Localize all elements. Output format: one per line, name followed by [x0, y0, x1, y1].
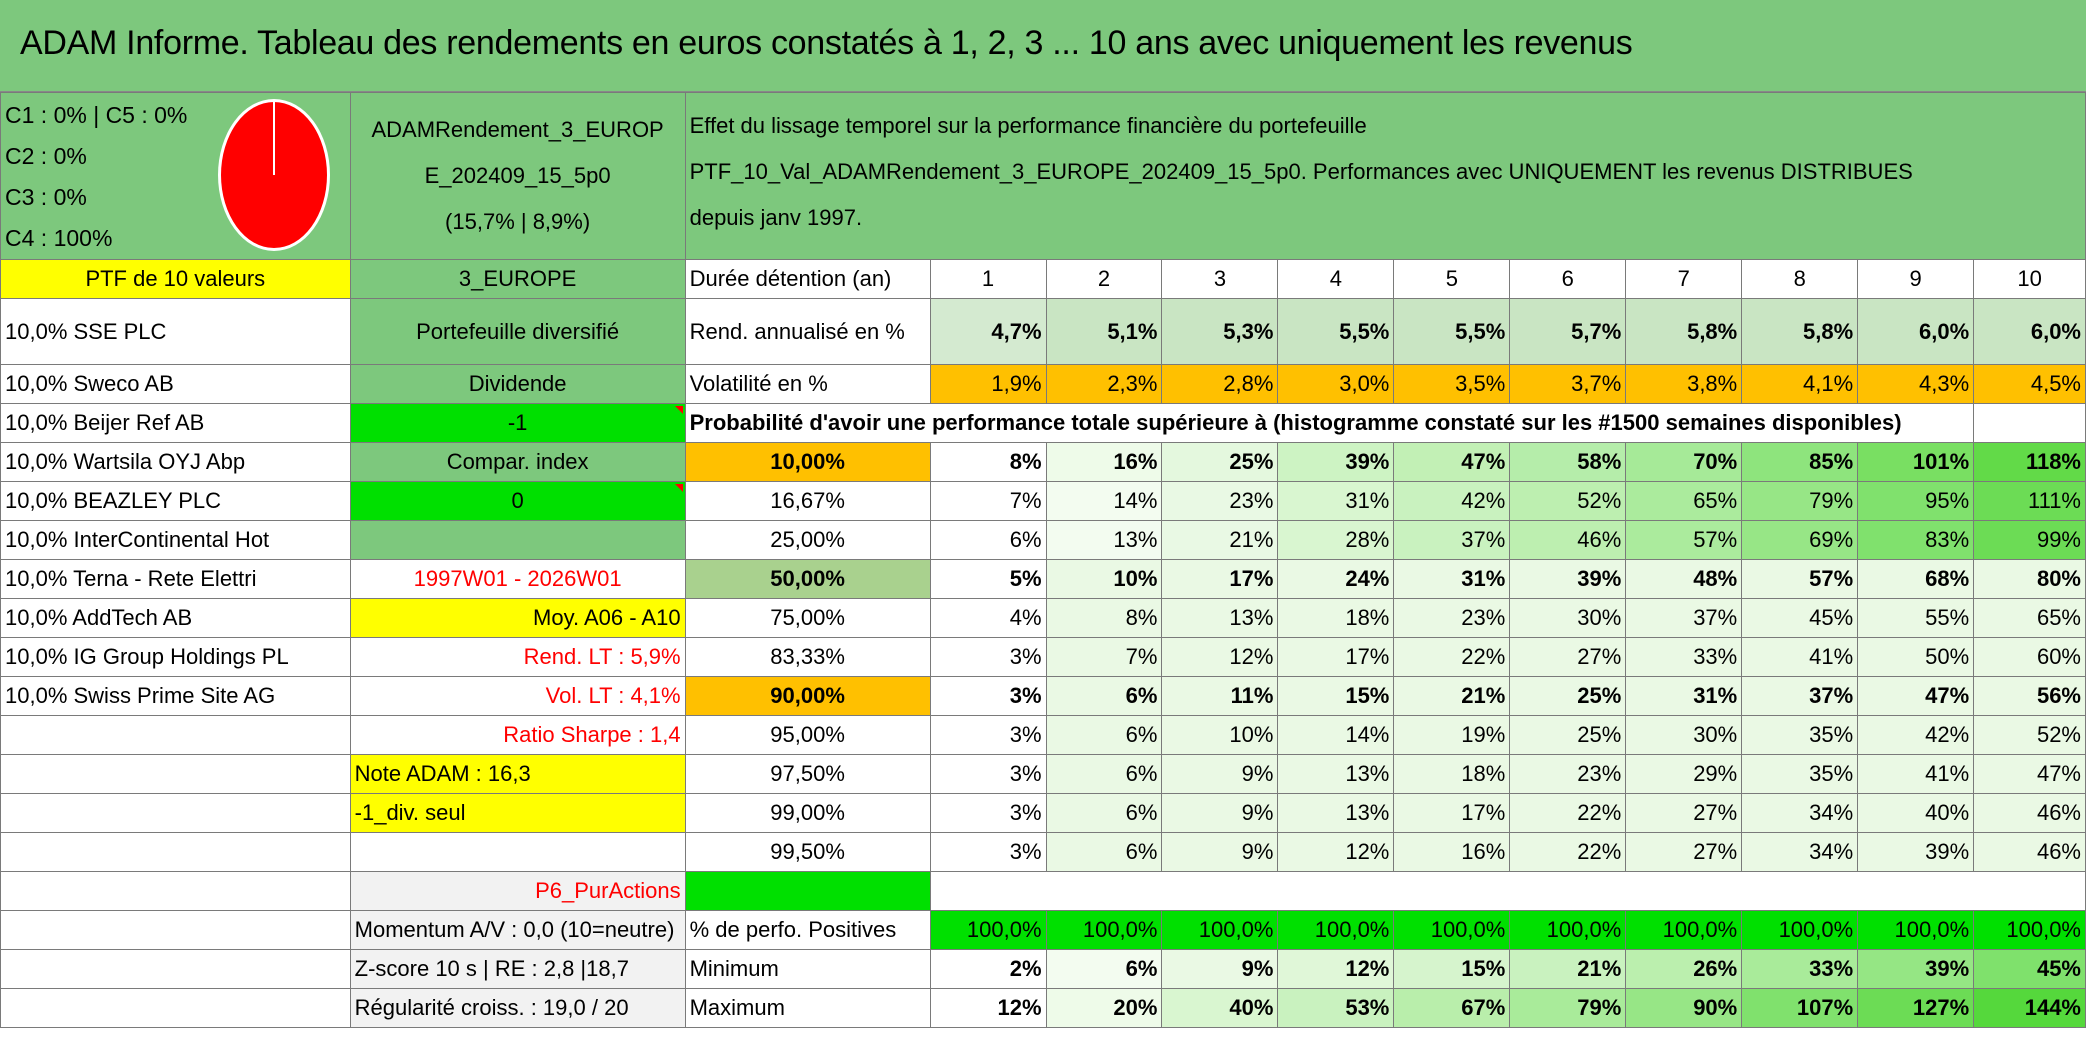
- proba-value-y7: 57%: [1626, 521, 1742, 560]
- moy-cell: Moy. A06 - A10: [350, 599, 685, 638]
- period-cell: 1997W01 - 2026W01: [350, 560, 685, 599]
- maximum-value-y7: 90%: [1626, 989, 1742, 1028]
- positives-label: % de perfo. Positives: [685, 911, 930, 950]
- proba-value-y7: 30%: [1626, 716, 1742, 755]
- probability-level: 16,67%: [685, 482, 930, 521]
- holding-row: 10,0% Beijer Ref AB: [1, 404, 351, 443]
- vol-value-y8: 4,1%: [1742, 365, 1858, 404]
- positives-value-y3: 100,0%: [1162, 911, 1278, 950]
- maximum-label: Maximum: [685, 989, 930, 1028]
- maximum-value-y4: 53%: [1278, 989, 1394, 1028]
- minimum-value-y1: 2%: [930, 950, 1046, 989]
- proba-value-y4: 12%: [1278, 833, 1394, 872]
- portfolio-name-line1: ADAMRendement_3_EUROP: [371, 117, 664, 142]
- proba-value-y2: 10%: [1046, 560, 1162, 599]
- vol-value-y1: 1,9%: [930, 365, 1046, 404]
- zscore-cell: Z-score 10 s | RE : 2,8 |18,7: [350, 950, 685, 989]
- regularite-cell: Régularité croiss. : 19,0 / 20: [350, 989, 685, 1028]
- proba-title: Probabilité d'avoir une performance totale supérieure à (histogramme constaté sur les #1500 semaines disponibles): [685, 404, 1974, 443]
- minimum-value-y4: 12%: [1278, 950, 1394, 989]
- positives-value-y2: 100,0%: [1046, 911, 1162, 950]
- effet-portfolio-line: PTF_10_Val_ADAMRendement_3_EUROPE_202409_15_5p0. Performances avec UNIQUEMENT les revenus DISTRIBUES: [689, 159, 1913, 184]
- proba-value-y8: 45%: [1742, 599, 1858, 638]
- proba-value-y1: 3%: [930, 716, 1046, 755]
- empty-cell: [930, 872, 2085, 911]
- vol-lt-cell: Vol. LT : 4,1%: [350, 677, 685, 716]
- proba-value-y7: 33%: [1626, 638, 1742, 677]
- rend-value-y2: 5,1%: [1046, 299, 1162, 365]
- proba-value-y7: 31%: [1626, 677, 1742, 716]
- positives-value-y4: 100,0%: [1278, 911, 1394, 950]
- note-adam-cell: Note ADAM : 16,3: [350, 755, 685, 794]
- legend-line-c3: C3 : 0%: [5, 184, 87, 210]
- proba-value-y4: 39%: [1278, 443, 1394, 482]
- proba-value-y7: 48%: [1626, 560, 1742, 599]
- proba-value-y4: 31%: [1278, 482, 1394, 521]
- proba-value-y7: 27%: [1626, 794, 1742, 833]
- vol-value-y7: 3,8%: [1626, 365, 1742, 404]
- probability-level: 99,00%: [685, 794, 930, 833]
- proba-value-y8: 69%: [1742, 521, 1858, 560]
- pie-slice-divider: [273, 102, 275, 175]
- proba-value-y1: 7%: [930, 482, 1046, 521]
- proba-value-y7: 37%: [1626, 599, 1742, 638]
- holding-row: 10,0% InterContinental Hot: [1, 521, 351, 560]
- proba-value-y1: 3%: [930, 638, 1046, 677]
- legend-line-c2: C2 : 0%: [5, 143, 87, 169]
- year-header-9: 9: [1858, 260, 1974, 299]
- proba-value-y5: 17%: [1394, 794, 1510, 833]
- proba-value-y4: 13%: [1278, 794, 1394, 833]
- proba-value-y1: 3%: [930, 755, 1046, 794]
- proba-value-y10: 80%: [1974, 560, 2086, 599]
- proba-value-y10: 46%: [1974, 794, 2086, 833]
- proba-value-y8: 34%: [1742, 794, 1858, 833]
- year-header-8: 8: [1742, 260, 1858, 299]
- maximum-value-y9: 127%: [1858, 989, 1974, 1028]
- proba-value-y10: 99%: [1974, 521, 2086, 560]
- proba-value-y8: 85%: [1742, 443, 1858, 482]
- probability-level: 97,50%: [685, 755, 930, 794]
- proba-value-y8: 79%: [1742, 482, 1858, 521]
- probability-level: 75,00%: [685, 599, 930, 638]
- effet-since-line: depuis janv 1997.: [689, 205, 863, 230]
- probability-level: 99,50%: [685, 833, 930, 872]
- portfolio-name-line2: E_202409_15_5p0: [424, 163, 611, 188]
- proba-value-y6: 25%: [1510, 677, 1626, 716]
- empty-cell: [350, 833, 685, 872]
- proba-value-y5: 18%: [1394, 755, 1510, 794]
- holding-row: 10,0% Swiss Prime Site AG: [1, 677, 351, 716]
- p6-cell: P6_PurActions: [350, 872, 685, 911]
- proba-value-y2: 14%: [1046, 482, 1162, 521]
- proba-value-y10: 65%: [1974, 599, 2086, 638]
- performance-table: [0, 92, 2086, 1028]
- proba-value-y1: 8%: [930, 443, 1046, 482]
- probability-level: 83,33%: [685, 638, 930, 677]
- lissage-description: [685, 93, 2085, 260]
- positives-value-y6: 100,0%: [1510, 911, 1626, 950]
- holding-row: 10,0% Sweco AB: [1, 365, 351, 404]
- empty-holding-cell: [1, 716, 351, 755]
- minimum-value-y10: 45%: [1974, 950, 2086, 989]
- proba-value-y5: 16%: [1394, 833, 1510, 872]
- rend-value-y1: 4,7%: [930, 299, 1046, 365]
- maximum-value-y8: 107%: [1742, 989, 1858, 1028]
- vol-value-y10: 4,5%: [1974, 365, 2086, 404]
- proba-value-y10: 47%: [1974, 755, 2086, 794]
- proba-value-y9: 68%: [1858, 560, 1974, 599]
- year-header-1: 1: [930, 260, 1046, 299]
- vol-value-y4: 3,0%: [1278, 365, 1394, 404]
- vol-label: Volatilité en %: [685, 365, 930, 404]
- proba-value-y3: 10%: [1162, 716, 1278, 755]
- positives-value-y8: 100,0%: [1742, 911, 1858, 950]
- proba-value-y2: 6%: [1046, 677, 1162, 716]
- proba-value-y1: 4%: [930, 599, 1046, 638]
- maximum-value-y3: 40%: [1162, 989, 1278, 1028]
- proba-value-y5: 37%: [1394, 521, 1510, 560]
- empty-holding-cell: [1, 911, 351, 950]
- vol-value-y5: 3,5%: [1394, 365, 1510, 404]
- minimum-value-y2: 6%: [1046, 950, 1162, 989]
- proba-value-y5: 23%: [1394, 599, 1510, 638]
- proba-value-y3: 9%: [1162, 755, 1278, 794]
- proba-value-y7: 29%: [1626, 755, 1742, 794]
- proba-value-y3: 23%: [1162, 482, 1278, 521]
- proba-value-y2: 6%: [1046, 833, 1162, 872]
- proba-value-y6: 27%: [1510, 638, 1626, 677]
- compar-index-cell: Compar. index: [350, 443, 685, 482]
- proba-value-y4: 15%: [1278, 677, 1394, 716]
- proba-value-y6: 23%: [1510, 755, 1626, 794]
- probability-level: 50,00%: [685, 560, 930, 599]
- proba-value-y1: 6%: [930, 521, 1046, 560]
- proba-value-y1: 3%: [930, 677, 1046, 716]
- proba-value-y7: 70%: [1626, 443, 1742, 482]
- empty-holding-cell: [1, 872, 351, 911]
- rend-value-y10: 6,0%: [1974, 299, 2086, 365]
- empty-holding-cell: [1, 794, 351, 833]
- rend-value-y5: 5,5%: [1394, 299, 1510, 365]
- proba-value-y1: 3%: [930, 833, 1046, 872]
- div-seul-cell: -1_div. seul: [350, 794, 685, 833]
- vol-value-y6: 3,7%: [1510, 365, 1626, 404]
- proba-value-y6: 30%: [1510, 599, 1626, 638]
- proba-value-y3: 25%: [1162, 443, 1278, 482]
- maximum-value-y2: 20%: [1046, 989, 1162, 1028]
- proba-value-y4: 14%: [1278, 716, 1394, 755]
- proba-value-y2: 7%: [1046, 638, 1162, 677]
- proba-value-y3: 21%: [1162, 521, 1278, 560]
- positives-value-y7: 100,0%: [1626, 911, 1742, 950]
- rend-value-y4: 5,5%: [1278, 299, 1394, 365]
- holding-row: 10,0% Wartsila OYJ Abp: [1, 443, 351, 482]
- proba-value-y10: 60%: [1974, 638, 2086, 677]
- year-header-2: 2: [1046, 260, 1162, 299]
- proba-value-y2: 6%: [1046, 716, 1162, 755]
- comment-marker: [675, 406, 683, 414]
- minimum-value-y5: 15%: [1394, 950, 1510, 989]
- proba-value-y9: 42%: [1858, 716, 1974, 755]
- proba-value-y8: 34%: [1742, 833, 1858, 872]
- proba-value-y6: 22%: [1510, 794, 1626, 833]
- proba-value-y10: 46%: [1974, 833, 2086, 872]
- proba-value-y5: 42%: [1394, 482, 1510, 521]
- empty-holding-cell: [1, 989, 351, 1028]
- zero-cell: 0: [350, 482, 685, 521]
- proba-value-y8: 41%: [1742, 638, 1858, 677]
- maximum-value-y5: 67%: [1394, 989, 1510, 1028]
- probability-level: 95,00%: [685, 716, 930, 755]
- rend-value-y8: 5,8%: [1742, 299, 1858, 365]
- proba-value-y3: 12%: [1162, 638, 1278, 677]
- proba-value-y9: 55%: [1858, 599, 1974, 638]
- proba-value-y1: 3%: [930, 794, 1046, 833]
- proba-value-y9: 47%: [1858, 677, 1974, 716]
- vol-value-y3: 2,8%: [1162, 365, 1278, 404]
- proba-value-y3: 9%: [1162, 833, 1278, 872]
- positives-value-y9: 100,0%: [1858, 911, 1974, 950]
- proba-value-y2: 16%: [1046, 443, 1162, 482]
- proba-value-y5: 21%: [1394, 677, 1510, 716]
- proba-value-y5: 31%: [1394, 560, 1510, 599]
- year-header-4: 4: [1278, 260, 1394, 299]
- proba-value-y9: 83%: [1858, 521, 1974, 560]
- proba-value-y5: 47%: [1394, 443, 1510, 482]
- probability-level: 90,00%: [685, 677, 930, 716]
- proba-value-y10: 118%: [1974, 443, 2086, 482]
- proba-value-y8: 57%: [1742, 560, 1858, 599]
- maximum-value-y6: 79%: [1510, 989, 1626, 1028]
- proba-value-y4: 18%: [1278, 599, 1394, 638]
- proba-value-y6: 58%: [1510, 443, 1626, 482]
- proba-value-y10: 56%: [1974, 677, 2086, 716]
- proba-value-y9: 41%: [1858, 755, 1974, 794]
- proba-value-y8: 35%: [1742, 755, 1858, 794]
- rend-value-y3: 5,3%: [1162, 299, 1278, 365]
- proba-value-y10: 111%: [1974, 482, 2086, 521]
- rend-lt-cell: Rend. LT : 5,9%: [350, 638, 685, 677]
- proba-value-y5: 22%: [1394, 638, 1510, 677]
- empty-bright-cell: [685, 872, 930, 911]
- proba-value-y3: 13%: [1162, 599, 1278, 638]
- sharpe-cell: Ratio Sharpe : 1,4: [350, 716, 685, 755]
- proba-value-y9: 50%: [1858, 638, 1974, 677]
- holding-row: 10,0% Terna - Rete Elettri: [1, 560, 351, 599]
- holding-row: 10,0% SSE PLC: [1, 299, 351, 365]
- effet-title: Effet du lissage temporel sur la performance financière du portefeuille: [689, 113, 1367, 138]
- proba-value-y2: 6%: [1046, 794, 1162, 833]
- proba-value-y4: 13%: [1278, 755, 1394, 794]
- empty-holding-cell: [1, 755, 351, 794]
- proba-value-y9: 95%: [1858, 482, 1974, 521]
- holdings-header: PTF de 10 valeurs: [1, 260, 351, 299]
- positives-value-y10: 100,0%: [1974, 911, 2086, 950]
- year-header-3: 3: [1162, 260, 1278, 299]
- years-label: Durée détention (an): [685, 260, 930, 299]
- proba-value-y2: 13%: [1046, 521, 1162, 560]
- empty-holding-cell: [1, 950, 351, 989]
- proba-value-y9: 101%: [1858, 443, 1974, 482]
- empty-cell: [1974, 404, 2086, 443]
- proba-value-y7: 65%: [1626, 482, 1742, 521]
- comment-marker: [675, 484, 683, 492]
- year-header-6: 6: [1510, 260, 1626, 299]
- minimum-value-y3: 9%: [1162, 950, 1278, 989]
- legend-line-c1c5: C1 : 0% | C5 : 0%: [5, 102, 188, 128]
- proba-value-y6: 39%: [1510, 560, 1626, 599]
- minimum-value-y7: 26%: [1626, 950, 1742, 989]
- mode-cell: Dividende: [350, 365, 685, 404]
- vol-value-y2: 2,3%: [1046, 365, 1162, 404]
- proba-value-y6: 46%: [1510, 521, 1626, 560]
- proba-value-y3: 9%: [1162, 794, 1278, 833]
- rend-value-y7: 5,8%: [1626, 299, 1742, 365]
- proba-value-y4: 17%: [1278, 638, 1394, 677]
- proba-value-y4: 28%: [1278, 521, 1394, 560]
- minimum-label: Minimum: [685, 950, 930, 989]
- proba-value-y3: 17%: [1162, 560, 1278, 599]
- proba-value-y5: 19%: [1394, 716, 1510, 755]
- proba-value-y2: 8%: [1046, 599, 1162, 638]
- positives-value-y1: 100,0%: [930, 911, 1046, 950]
- minimum-value-y6: 21%: [1510, 950, 1626, 989]
- minus1-cell: -1: [350, 404, 685, 443]
- proba-value-y6: 22%: [1510, 833, 1626, 872]
- positives-value-y5: 100,0%: [1394, 911, 1510, 950]
- proba-value-y10: 52%: [1974, 716, 2086, 755]
- maximum-value-y10: 144%: [1974, 989, 2086, 1028]
- proba-value-y6: 25%: [1510, 716, 1626, 755]
- proba-value-y2: 6%: [1046, 755, 1162, 794]
- proba-value-y3: 11%: [1162, 677, 1278, 716]
- minimum-value-y8: 33%: [1742, 950, 1858, 989]
- report-title: ADAM Informe. Tableau des rendements en euros constatés à 1, 2, 3 ... 10 ans avec uniquement les revenus: [0, 0, 2086, 86]
- proba-value-y8: 37%: [1742, 677, 1858, 716]
- holding-row: 10,0% IG Group Holdings PL: [1, 638, 351, 677]
- holding-row: 10,0% BEAZLEY PLC: [1, 482, 351, 521]
- proba-value-y1: 5%: [930, 560, 1046, 599]
- rend-label: Rend. annualisé en %: [685, 299, 930, 365]
- allocation-pie-chart: [218, 99, 330, 251]
- proba-value-y4: 24%: [1278, 560, 1394, 599]
- portfolio-type-cell: Portefeuille diversifié: [350, 299, 685, 365]
- proba-value-y9: 39%: [1858, 833, 1974, 872]
- proba-value-y9: 40%: [1858, 794, 1974, 833]
- year-header-10: 10: [1974, 260, 2086, 299]
- empty-green-cell: [350, 521, 685, 560]
- year-header-7: 7: [1626, 260, 1742, 299]
- proba-value-y7: 27%: [1626, 833, 1742, 872]
- proba-value-y8: 35%: [1742, 716, 1858, 755]
- portfolio-stats: (15,7% | 8,9%): [445, 209, 591, 234]
- rend-value-y6: 5,7%: [1510, 299, 1626, 365]
- holding-row: 10,0% AddTech AB: [1, 599, 351, 638]
- probability-level: 10,00%: [685, 443, 930, 482]
- probability-level: 25,00%: [685, 521, 930, 560]
- minimum-value-y9: 39%: [1858, 950, 1974, 989]
- rend-value-y9: 6,0%: [1858, 299, 1974, 365]
- portfolio-name-cell: [350, 93, 685, 260]
- empty-holding-cell: [1, 833, 351, 872]
- proba-value-y6: 52%: [1510, 482, 1626, 521]
- legend-line-c4: C4 : 100%: [5, 225, 113, 251]
- momentum-cell: Momentum A/V : 0,0 (10=neutre): [350, 911, 685, 950]
- region-cell: 3_EUROPE: [350, 260, 685, 299]
- allocation-legend: [1, 93, 351, 260]
- vol-value-y9: 4,3%: [1858, 365, 1974, 404]
- year-header-5: 5: [1394, 260, 1510, 299]
- maximum-value-y1: 12%: [930, 989, 1046, 1028]
